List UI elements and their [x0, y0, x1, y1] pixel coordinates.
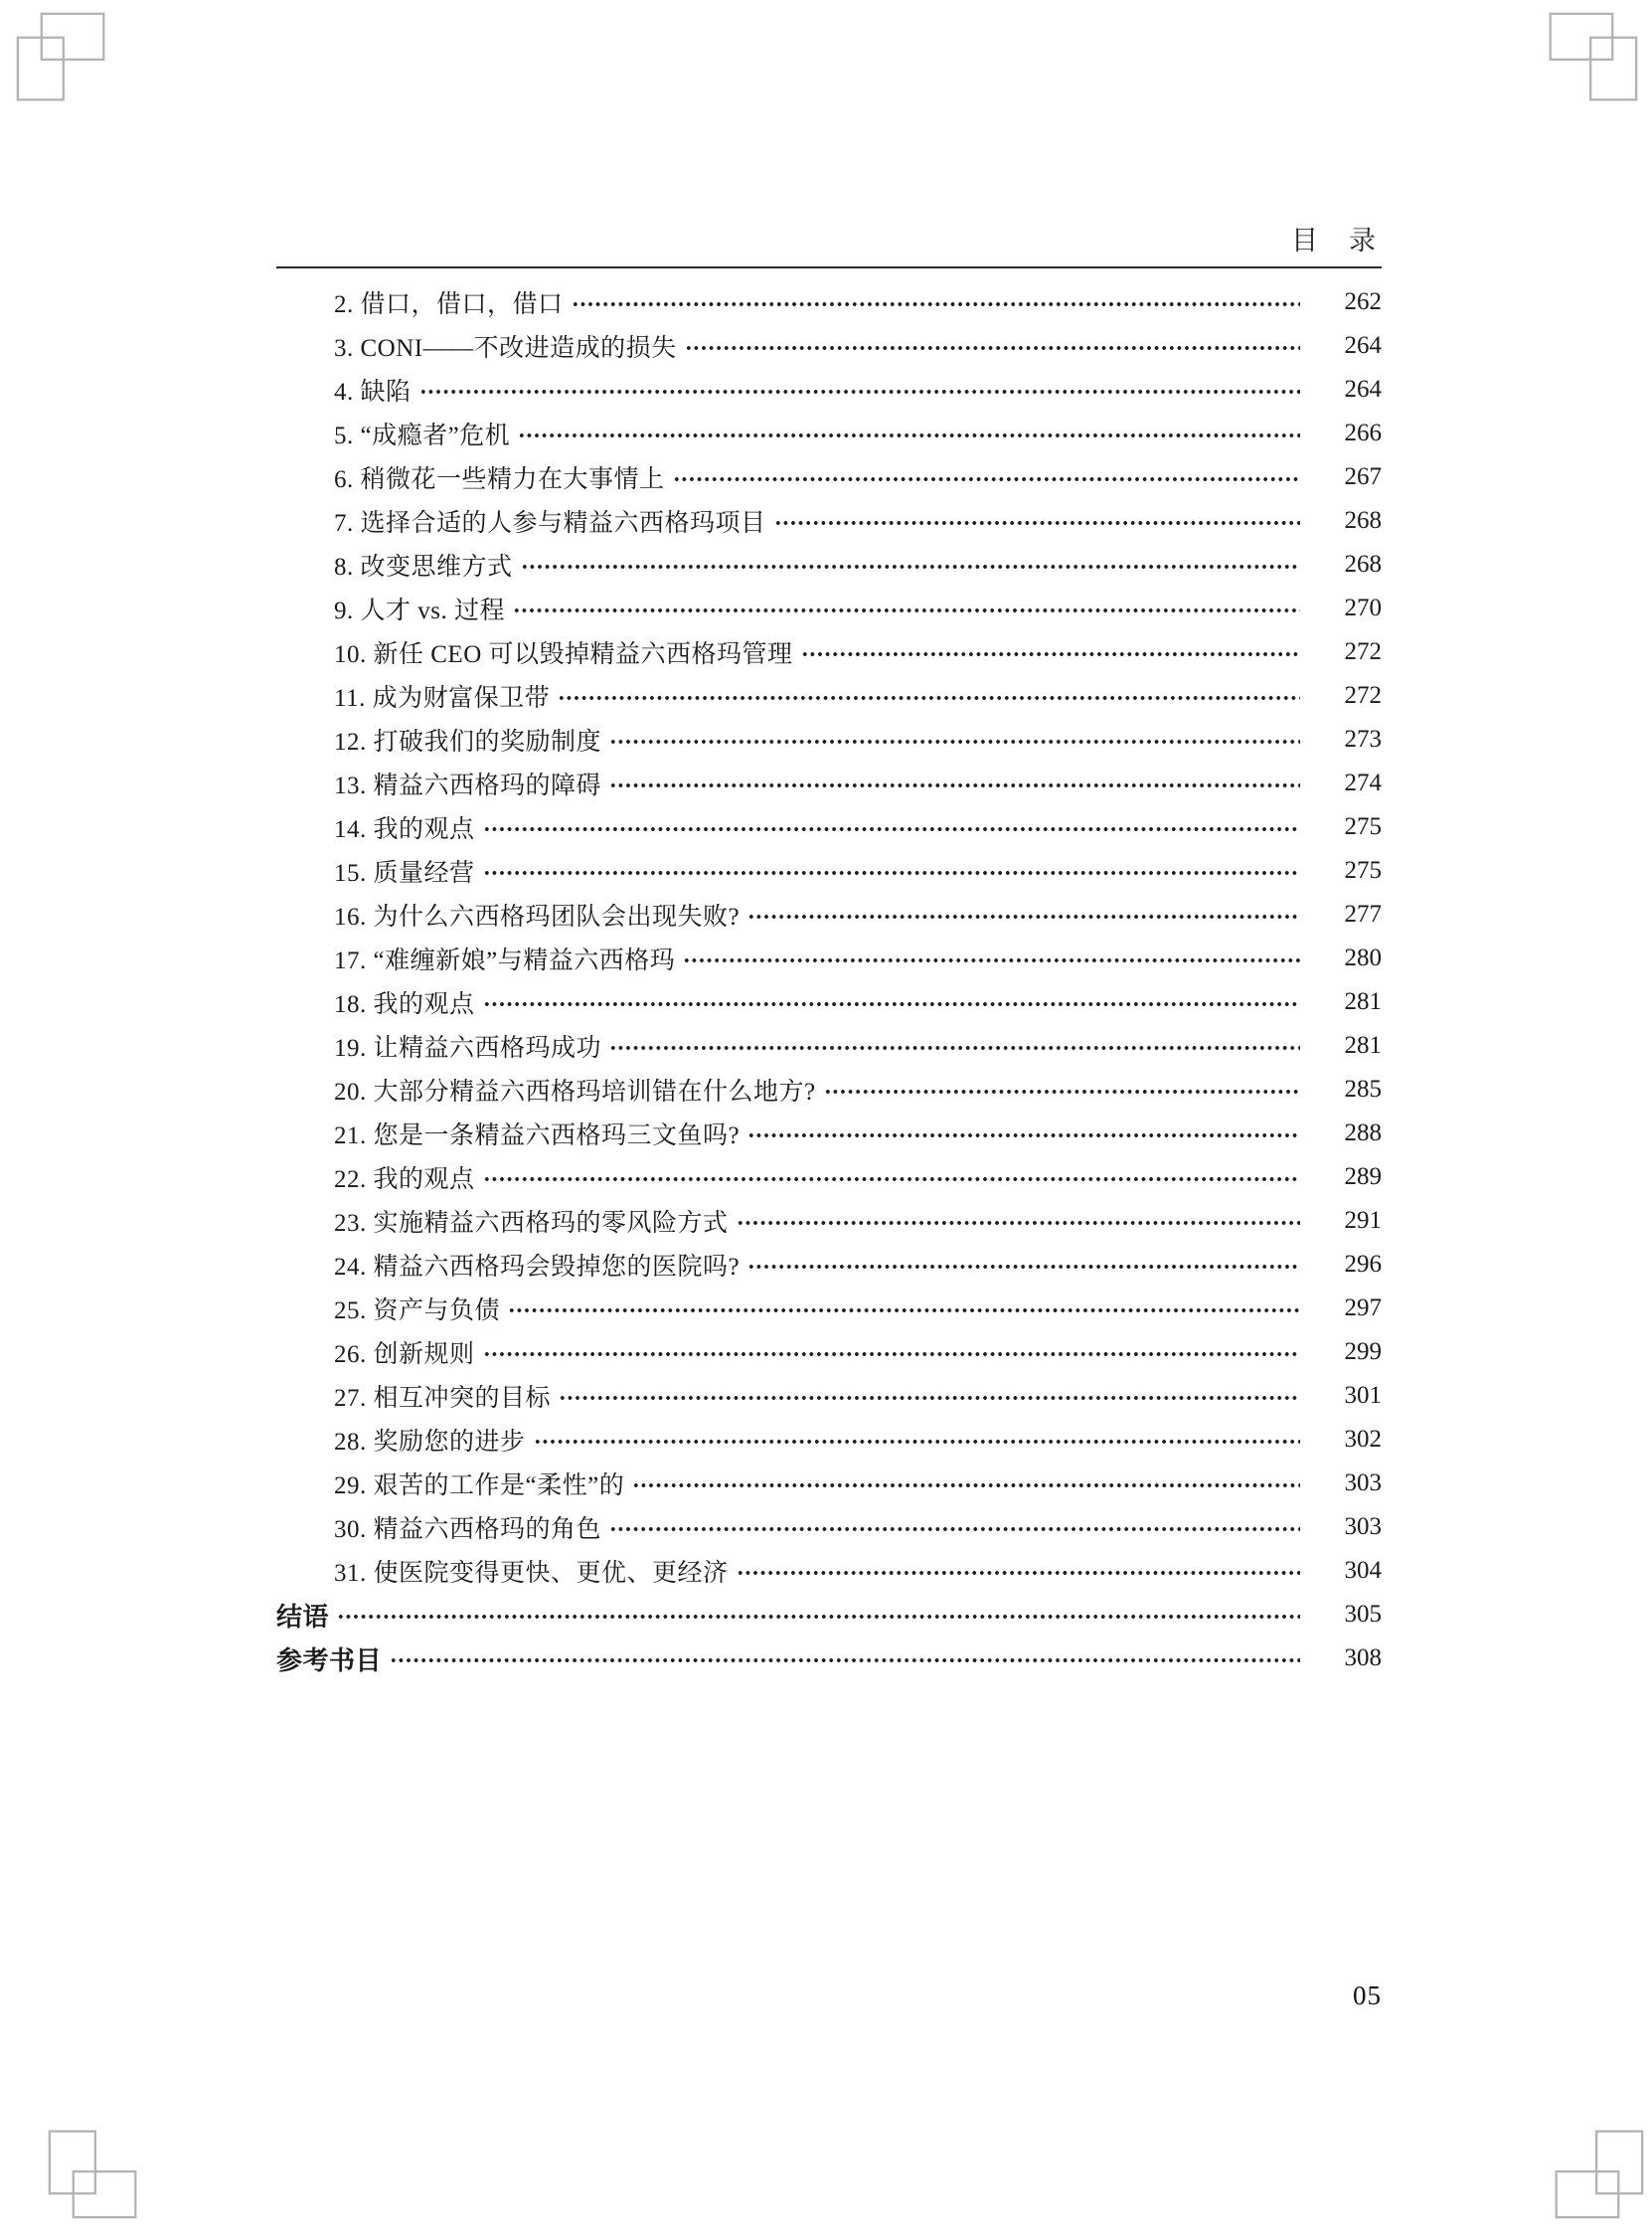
page-title: 目 录 — [1291, 226, 1378, 256]
toc-entry — [276, 324, 1382, 368]
dot-leader — [419, 368, 1300, 412]
dot-leader — [572, 280, 1300, 324]
toc-entry-label: 7. 选择合适的人参与精益六西格玛项目 — [334, 510, 766, 537]
toc-entry-page: 289 — [1344, 1163, 1382, 1190]
toc-entry — [276, 849, 1382, 893]
dot-leader — [559, 1374, 1300, 1418]
toc-entry-label: 5. “成瘾者”危机 — [334, 423, 511, 449]
dot-leader — [685, 324, 1300, 368]
toc-entry-page: 302 — [1344, 1426, 1382, 1453]
dot-leader — [737, 1199, 1300, 1243]
toc-entry — [276, 762, 1382, 805]
toc-entry-label: 3. CONI——不改进造成的损失 — [334, 335, 677, 362]
toc-entry-page: 303 — [1344, 1469, 1382, 1496]
dot-leader — [337, 1593, 1300, 1636]
toc-entry-label: 21. 您是一条精益六西格玛三文鱼吗? — [334, 1122, 741, 1149]
toc-entry-page: 297 — [1344, 1294, 1382, 1321]
dot-leader — [609, 718, 1300, 762]
toc-entry-page: 273 — [1344, 726, 1382, 753]
dot-leader — [558, 674, 1300, 718]
toc-entry — [276, 1636, 1382, 1680]
toc-entry-label: 16. 为什么六西格玛团队会出现失败? — [334, 904, 741, 931]
toc-entry-page: 303 — [1344, 1513, 1382, 1540]
toc-entry-label: 结语 — [276, 1601, 330, 1632]
toc-entry-label: 4. 缺陷 — [334, 379, 412, 406]
toc-entry-label: 6. 稍微花一些精力在大事情上 — [334, 466, 665, 493]
dot-leader — [632, 1462, 1300, 1505]
toc-entry-label: 19. 让精益六西格玛成功 — [334, 1035, 602, 1062]
toc-entry — [276, 980, 1382, 1024]
toc-entry — [276, 1287, 1382, 1330]
toc-entry-page: 288 — [1344, 1120, 1382, 1146]
toc-entry-label: 23. 实施精益六西格玛的零风险方式 — [334, 1210, 729, 1237]
corner-registration-mark-bottom-right — [1553, 2128, 1644, 2219]
toc-entry-page: 272 — [1344, 638, 1382, 665]
toc-entry-page: 274 — [1344, 770, 1382, 796]
corner-registration-mark-top-right — [1547, 12, 1638, 103]
toc-entry — [276, 1024, 1382, 1068]
toc-entry-page: 268 — [1344, 551, 1382, 578]
toc-entry — [276, 280, 1382, 324]
toc-entry-label: 2. 借口，借口，借口 — [334, 291, 564, 318]
dot-leader — [483, 1155, 1300, 1199]
toc-entry-label: 9. 人才 vs. 过程 — [334, 598, 505, 624]
dot-leader — [673, 455, 1300, 499]
toc-entry-page: 262 — [1344, 288, 1382, 315]
page-number: 05 — [1353, 1981, 1382, 2010]
toc-entry — [276, 1462, 1382, 1505]
toc-entry — [276, 937, 1382, 980]
toc-entry-page: 275 — [1344, 813, 1382, 840]
dot-leader — [508, 1287, 1300, 1330]
toc-entry — [276, 543, 1382, 587]
toc-entry — [276, 499, 1382, 543]
toc-entry-page: 270 — [1344, 595, 1382, 621]
toc-entry — [276, 1593, 1382, 1636]
toc-entry — [276, 1418, 1382, 1462]
toc-entry-label: 18. 我的观点 — [334, 991, 475, 1018]
toc-list — [276, 280, 1382, 1680]
toc-entry-label: 11. 成为财富保卫带 — [334, 685, 551, 712]
toc-entry-page: 308 — [1344, 1644, 1382, 1671]
dot-leader — [513, 587, 1300, 630]
toc-entry-page: 277 — [1344, 901, 1382, 928]
toc-entry — [276, 368, 1382, 412]
dot-leader — [609, 1505, 1300, 1549]
toc-entry-page: 272 — [1344, 682, 1382, 709]
toc-entry-label: 20. 大部分精益六西格玛培训错在什么地方? — [334, 1079, 816, 1106]
toc-entry — [276, 805, 1382, 849]
dot-leader — [609, 762, 1300, 805]
dot-leader — [824, 1068, 1300, 1112]
toc-entry-label: 12. 打破我们的奖励制度 — [334, 729, 602, 756]
toc-entry-page: 296 — [1344, 1251, 1382, 1278]
toc-entry-label: 28. 奖励您的进步 — [334, 1429, 526, 1456]
dot-leader — [518, 412, 1300, 455]
toc-entry-label: 15. 质量经营 — [334, 860, 475, 887]
toc-entry — [276, 630, 1382, 674]
dot-leader — [483, 1330, 1300, 1374]
toc-entry — [276, 1505, 1382, 1549]
toc-entry-page: 267 — [1344, 463, 1382, 490]
toc-entry-label: 24. 精益六西格玛会毁掉您的医院吗? — [334, 1254, 741, 1281]
dot-leader — [747, 1112, 1300, 1155]
dot-leader — [747, 1243, 1300, 1287]
toc-entry-page: 299 — [1344, 1338, 1382, 1365]
toc-entry-page: 281 — [1344, 988, 1382, 1015]
toc-entry — [276, 412, 1382, 455]
toc-entry-label: 17. “难缠新娘”与精益六西格玛 — [334, 947, 676, 974]
toc-entry-page: 281 — [1344, 1032, 1382, 1059]
toc-entry-page: 266 — [1344, 420, 1382, 446]
toc-entry-label: 22. 我的观点 — [334, 1166, 475, 1193]
toc-entry-label: 8. 改变思维方式 — [334, 554, 513, 581]
toc-entry — [276, 674, 1382, 718]
toc-entry-page: 264 — [1344, 376, 1382, 403]
toc-entry — [276, 587, 1382, 630]
toc-entry-page: 280 — [1344, 945, 1382, 971]
toc-entry-page: 268 — [1344, 507, 1382, 534]
dot-leader — [737, 1549, 1300, 1593]
corner-registration-mark-top-left — [16, 12, 107, 103]
toc-entry — [276, 1549, 1382, 1593]
dot-leader — [534, 1418, 1300, 1462]
dot-leader — [483, 849, 1300, 893]
dot-leader — [801, 630, 1300, 674]
toc-entry-label: 26. 创新规则 — [334, 1341, 475, 1368]
toc-entry — [276, 1199, 1382, 1243]
toc-entry-page: 285 — [1344, 1076, 1382, 1103]
toc-entry — [276, 1155, 1382, 1199]
toc-entry-label: 25. 资产与负债 — [334, 1297, 501, 1324]
toc-entry-label: 10. 新任 CEO 可以毁掉精益六西格玛管理 — [334, 641, 793, 668]
toc-entry — [276, 1112, 1382, 1155]
toc-entry-page: 305 — [1344, 1601, 1382, 1628]
toc-entry-label: 27. 相互冲突的目标 — [334, 1385, 552, 1412]
dot-leader — [609, 1024, 1300, 1068]
dot-leader — [521, 543, 1300, 587]
toc-entry-page: 264 — [1344, 332, 1382, 359]
header-rule — [276, 266, 1382, 268]
corner-registration-mark-bottom-left — [48, 2128, 139, 2219]
dot-leader — [747, 893, 1300, 937]
toc-entry — [276, 893, 1382, 937]
toc-entry-page: 275 — [1344, 857, 1382, 884]
toc-entry — [276, 1243, 1382, 1287]
toc-entry-label: 14. 我的观点 — [334, 816, 475, 843]
toc-entry — [276, 1068, 1382, 1112]
toc-entry — [276, 718, 1382, 762]
toc-entry-page: 291 — [1344, 1207, 1382, 1234]
toc-entry — [276, 1330, 1382, 1374]
dot-leader — [683, 937, 1300, 980]
toc-content — [276, 221, 1382, 1680]
toc-entry — [276, 1374, 1382, 1418]
toc-entry-label: 参考书目 — [276, 1644, 383, 1675]
toc-entry-label: 31. 使医院变得更快、更优、更经济 — [334, 1560, 729, 1587]
dot-leader — [774, 499, 1300, 543]
dot-leader — [390, 1636, 1300, 1680]
toc-entry-label: 30. 精益六西格玛的角色 — [334, 1516, 602, 1543]
dot-leader — [483, 980, 1300, 1024]
toc-entry-label: 29. 艰苦的工作是“柔性”的 — [334, 1472, 625, 1499]
toc-entry-page: 304 — [1344, 1557, 1382, 1584]
toc-entry-page: 301 — [1344, 1382, 1382, 1409]
toc-entry-label: 13. 精益六西格玛的障碍 — [334, 773, 602, 799]
toc-entry — [276, 455, 1382, 499]
dot-leader — [483, 805, 1300, 849]
